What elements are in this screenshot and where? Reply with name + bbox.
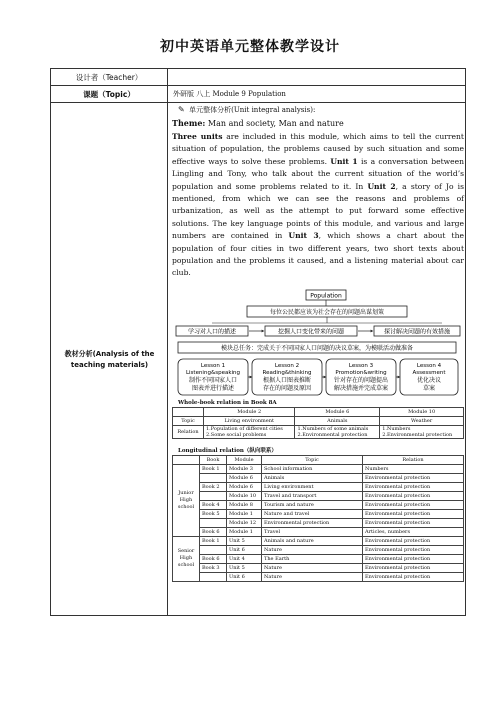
paragraph-segment: Unit 3	[288, 231, 319, 241]
table-cell: Travel and transport	[262, 491, 363, 500]
table-cell: Tourism and nature	[262, 500, 363, 509]
table-cell	[200, 491, 227, 500]
table-cell: Topic	[173, 416, 204, 425]
analysis-content	[172, 103, 464, 582]
school-level-label: Junior High school	[173, 464, 200, 536]
table-cell: Environmental protection	[363, 473, 464, 482]
table-row	[173, 554, 464, 563]
table-cell: Animals	[262, 473, 363, 482]
table-cell: 1.Numbers of some animals 2.Environmental protection	[295, 425, 380, 438]
table-cell: Module 6	[295, 407, 380, 416]
table-row	[173, 536, 464, 545]
table-row	[173, 527, 464, 536]
table-cell: Living environment	[262, 482, 363, 491]
table-cell: Environmental protection	[363, 509, 464, 518]
table-cell: Module 2	[204, 407, 295, 416]
lesson-d1: 根据人口图表推断	[262, 376, 312, 384]
table-cell: Unit 5	[227, 536, 262, 545]
paragraph-segment: Unit 1	[330, 156, 358, 166]
table-row	[173, 572, 464, 581]
table-cell: Book 5	[200, 509, 227, 518]
lesson-title: Lesson 3	[348, 362, 374, 369]
table-row	[173, 455, 464, 464]
table-row	[173, 407, 464, 416]
table-cell: Environmental protection	[363, 536, 464, 545]
whole-book-section	[172, 400, 464, 439]
designer-label-text: 设计者（Teacher）	[75, 72, 143, 82]
lesson-sub: Promotion&writing	[335, 369, 387, 376]
theme-line	[172, 118, 464, 128]
table-cell: 1.Numbers 2.Environmental protection	[380, 425, 464, 438]
lesson-sub: Listening&speaking	[185, 369, 241, 376]
whole-book-table	[172, 407, 464, 439]
paragraph-segment: , which shows a chart about the population of four cities in two different years, two short texts about population and the problems it caused, and a listening material about car club.	[172, 231, 464, 278]
table-cell	[200, 545, 227, 554]
table-cell: Travel	[262, 527, 363, 536]
topic-value: 外研版 八上 Module 9 Population	[173, 90, 286, 98]
task-label: 模块总任务：完成关于不同国家人口问题的决议草案，为模联活动做准备	[220, 344, 414, 352]
longitudinal-section	[172, 446, 464, 582]
table-cell	[173, 407, 204, 416]
lesson-d1: 优化决议	[416, 376, 442, 384]
topic-label-text: 课题（Topic）	[83, 89, 135, 99]
table-cell: Module 12	[227, 518, 262, 527]
table-cell: Module	[227, 455, 262, 464]
lesson-title: Lesson 2	[274, 362, 300, 369]
designer-label	[51, 69, 168, 85]
table-cell: Book 3	[200, 563, 227, 572]
longitudinal-title: Longitudinal relation（纵向联系）	[178, 447, 277, 454]
table-row	[173, 518, 464, 527]
table-row	[173, 500, 464, 509]
table-row	[173, 509, 464, 518]
table-cell: Environmental protection	[363, 500, 464, 509]
analysis-label-line1: 教材分析(Analysis of the	[64, 349, 155, 358]
table-cell: Module 10	[227, 491, 262, 500]
table-row	[173, 491, 464, 500]
table-cell: Environmental protection	[363, 491, 464, 500]
table-cell: Unit 5	[227, 563, 262, 572]
unit-analysis-paragraph	[172, 131, 464, 280]
table-cell	[200, 473, 227, 482]
table-cell: Book 1	[200, 464, 227, 473]
table-row	[173, 482, 464, 491]
table-cell: Book 6	[200, 554, 227, 563]
lesson-d1: 制作不同国家人口	[188, 376, 238, 384]
table-cell: Unit 6	[227, 572, 262, 581]
designer-row	[51, 69, 465, 86]
column-divider	[167, 103, 168, 616]
paragraph-segment: Unit 2	[367, 181, 396, 191]
lesson-d2: 存在的问题及原因	[262, 384, 312, 392]
table-cell: Module 6	[227, 473, 262, 482]
subheading	[178, 105, 464, 115]
table-cell: Module 8	[227, 500, 262, 509]
lesson-sub: Assessment	[412, 369, 446, 376]
school-level-label: Senior High school	[173, 536, 200, 581]
theme-value: Man and society, Man and nature	[207, 119, 344, 128]
root-label: Population	[310, 292, 342, 300]
theme-label: Theme:	[172, 118, 206, 128]
table-cell: Environmental protection	[363, 572, 464, 581]
lesson-plan-table	[50, 68, 466, 616]
table-cell: Environmental protection	[363, 563, 464, 572]
table-row	[173, 464, 464, 473]
table-cell: Relation	[173, 425, 204, 438]
table-cell: Book 6	[200, 527, 227, 536]
table-cell: Animals	[295, 416, 380, 425]
table-cell: Unit 6	[227, 545, 262, 554]
paragraph-segment: Three units	[172, 132, 223, 141]
table-cell: Module 10	[380, 407, 464, 416]
table-cell: 1.Population of different cities 2.Some social problems	[204, 425, 295, 438]
table-cell: Numbers	[363, 464, 464, 473]
mid-label-3: 探讨解决问题的有效措施	[383, 328, 451, 336]
table-cell	[200, 572, 227, 581]
lesson-sub: Reading&thinking	[262, 369, 312, 376]
table-cell: Environmental protection	[262, 518, 363, 527]
page-title: 初中英语单元整体教学设计	[160, 39, 340, 55]
lesson-d1: 针对存在的问题提出	[333, 376, 389, 384]
table-cell: Weather	[380, 416, 464, 425]
table-cell: Book 1	[200, 536, 227, 545]
table-cell: Animals and nature	[262, 536, 363, 545]
lesson-title: Lesson 1	[200, 362, 226, 369]
pencil-icon: ✎	[178, 105, 185, 114]
mid-label-2: 挖掘人口变化带来的问题	[277, 328, 345, 336]
table-cell: Environmental protection	[363, 518, 464, 527]
table-cell: Module 3	[227, 464, 262, 473]
table-cell: Articles, numbers	[363, 527, 464, 536]
lesson-d2: 解决措施并完成草案	[333, 384, 389, 392]
mid-label-1: 学习对人口的描述	[187, 328, 237, 336]
table-cell: Book	[200, 455, 227, 464]
table-cell: Environmental protection	[363, 482, 464, 491]
table-cell: Environmental protection	[363, 554, 464, 563]
table-cell	[200, 518, 227, 527]
analysis-label-line2: teaching materials)	[70, 360, 149, 369]
table-row	[173, 425, 464, 438]
table-cell: Relation	[363, 455, 464, 464]
table-cell: Topic	[262, 455, 363, 464]
table-cell: Nature	[262, 563, 363, 572]
table-cell: Environmental protection	[363, 545, 464, 554]
table-cell: Nature	[262, 572, 363, 581]
lessons-group	[178, 359, 458, 395]
table-row	[173, 563, 464, 572]
table-cell: The Earth	[262, 554, 363, 563]
lesson-d2: 草案	[422, 384, 436, 392]
table-cell: Module 6	[227, 482, 262, 491]
table-cell: Book 4	[200, 500, 227, 509]
paragraph-segment: , a story of Jo is mentioned, from which we can see the reasons and problems of urbanization, as well as the attempt to put forward some effective solutions. The key language points of this module, and various and large numbers are contained in	[172, 181, 464, 241]
paragraph-segment: is a conversation between Lingling and Tony, who talk about the current situation of the world’s population and some problems related to it. In	[172, 156, 464, 191]
table-cell: Module 1	[227, 527, 262, 536]
table-cell: Module 1	[227, 509, 262, 518]
topic-label	[51, 86, 168, 102]
paragraph-segment: are included in this module, which aims to tell the current situation of population, the problems caused by such situation and some effective ways to solve these problems.	[172, 132, 464, 166]
table-row	[173, 473, 464, 482]
table-cell: Nature and travel	[262, 509, 363, 518]
lesson-title: Lesson 4	[416, 362, 442, 369]
table-cell: School information	[262, 464, 363, 473]
table-cell: Nature	[262, 545, 363, 554]
table-row	[173, 416, 464, 425]
table-cell: Book 2	[200, 482, 227, 491]
subheading-text: 单元整体分析(Unit integral analysis):	[189, 106, 316, 114]
goal-label: 每位公民都应该为社会存在的问题出谋划策	[269, 308, 385, 316]
analysis-label	[51, 103, 168, 616]
table-cell: Living environment	[204, 416, 295, 425]
table-row	[173, 545, 464, 554]
longitudinal-table	[172, 455, 464, 582]
table-cell: Unit 4	[227, 554, 262, 563]
lesson-d2: 图表并进行描述	[191, 384, 235, 392]
topic-row	[51, 86, 465, 103]
table-cell	[173, 455, 200, 464]
whole-book-title: Whole-book relation in Book 8A	[178, 399, 277, 406]
